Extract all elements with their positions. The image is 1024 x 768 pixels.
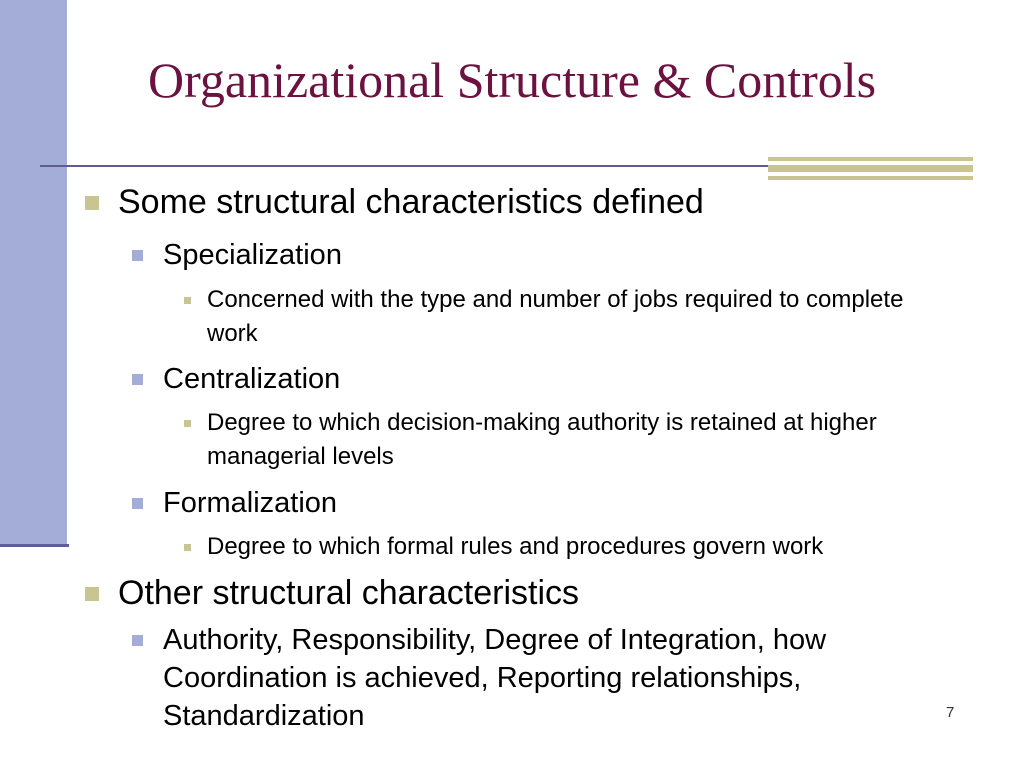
bullet-level3 [207, 406, 947, 474]
slide-number: 7 [946, 704, 955, 721]
accent-stripe [768, 165, 973, 172]
bullet-text: Centralization [163, 363, 341, 395]
bullet-text: Some structural characteristics defined [118, 183, 704, 221]
sidebar-decoration [0, 0, 67, 547]
bullet-text: Authority, Responsibility, Degree of Integration, how Coordination is achieved, Reporting relationships, Standardization [163, 624, 827, 732]
bullet-level2 [163, 236, 963, 274]
bullet-level2 [163, 484, 963, 522]
bullet-square-icon [184, 420, 191, 427]
bullet-square-icon [85, 587, 99, 601]
bullet-text: Degree to which decision-making authority is retained at higher managerial levels [207, 409, 877, 470]
sidebar-decoration-edge [0, 544, 69, 547]
bullet-text: Formalization [163, 487, 338, 519]
bullet-square-icon [85, 196, 99, 210]
accent-stripe [768, 176, 973, 180]
bullet-square-icon [132, 635, 143, 646]
bullet-square-icon [132, 250, 143, 261]
accent-stripes [768, 157, 973, 180]
bullet-text: Other structural characteristics [118, 574, 580, 612]
bullet-level3 [207, 283, 947, 351]
bullet-text: Degree to which formal rules and procedures govern work [207, 533, 824, 560]
bullet-square-icon [184, 544, 191, 551]
bullet-level3 [207, 530, 967, 564]
bullet-square-icon [132, 374, 143, 385]
bullet-level2 [163, 360, 963, 398]
bullet-level1 [118, 574, 978, 612]
slide-title: Organizational Structure & Controls [148, 52, 877, 108]
bullet-level2 [163, 621, 903, 735]
bullet-text: Specialization [163, 239, 342, 271]
bullet-square-icon [132, 498, 143, 509]
bullet-level1 [118, 183, 978, 221]
bullet-square-icon [184, 297, 191, 304]
bullet-text: Concerned with the type and number of jobs required to complete work [207, 286, 904, 347]
accent-stripe [768, 157, 973, 161]
